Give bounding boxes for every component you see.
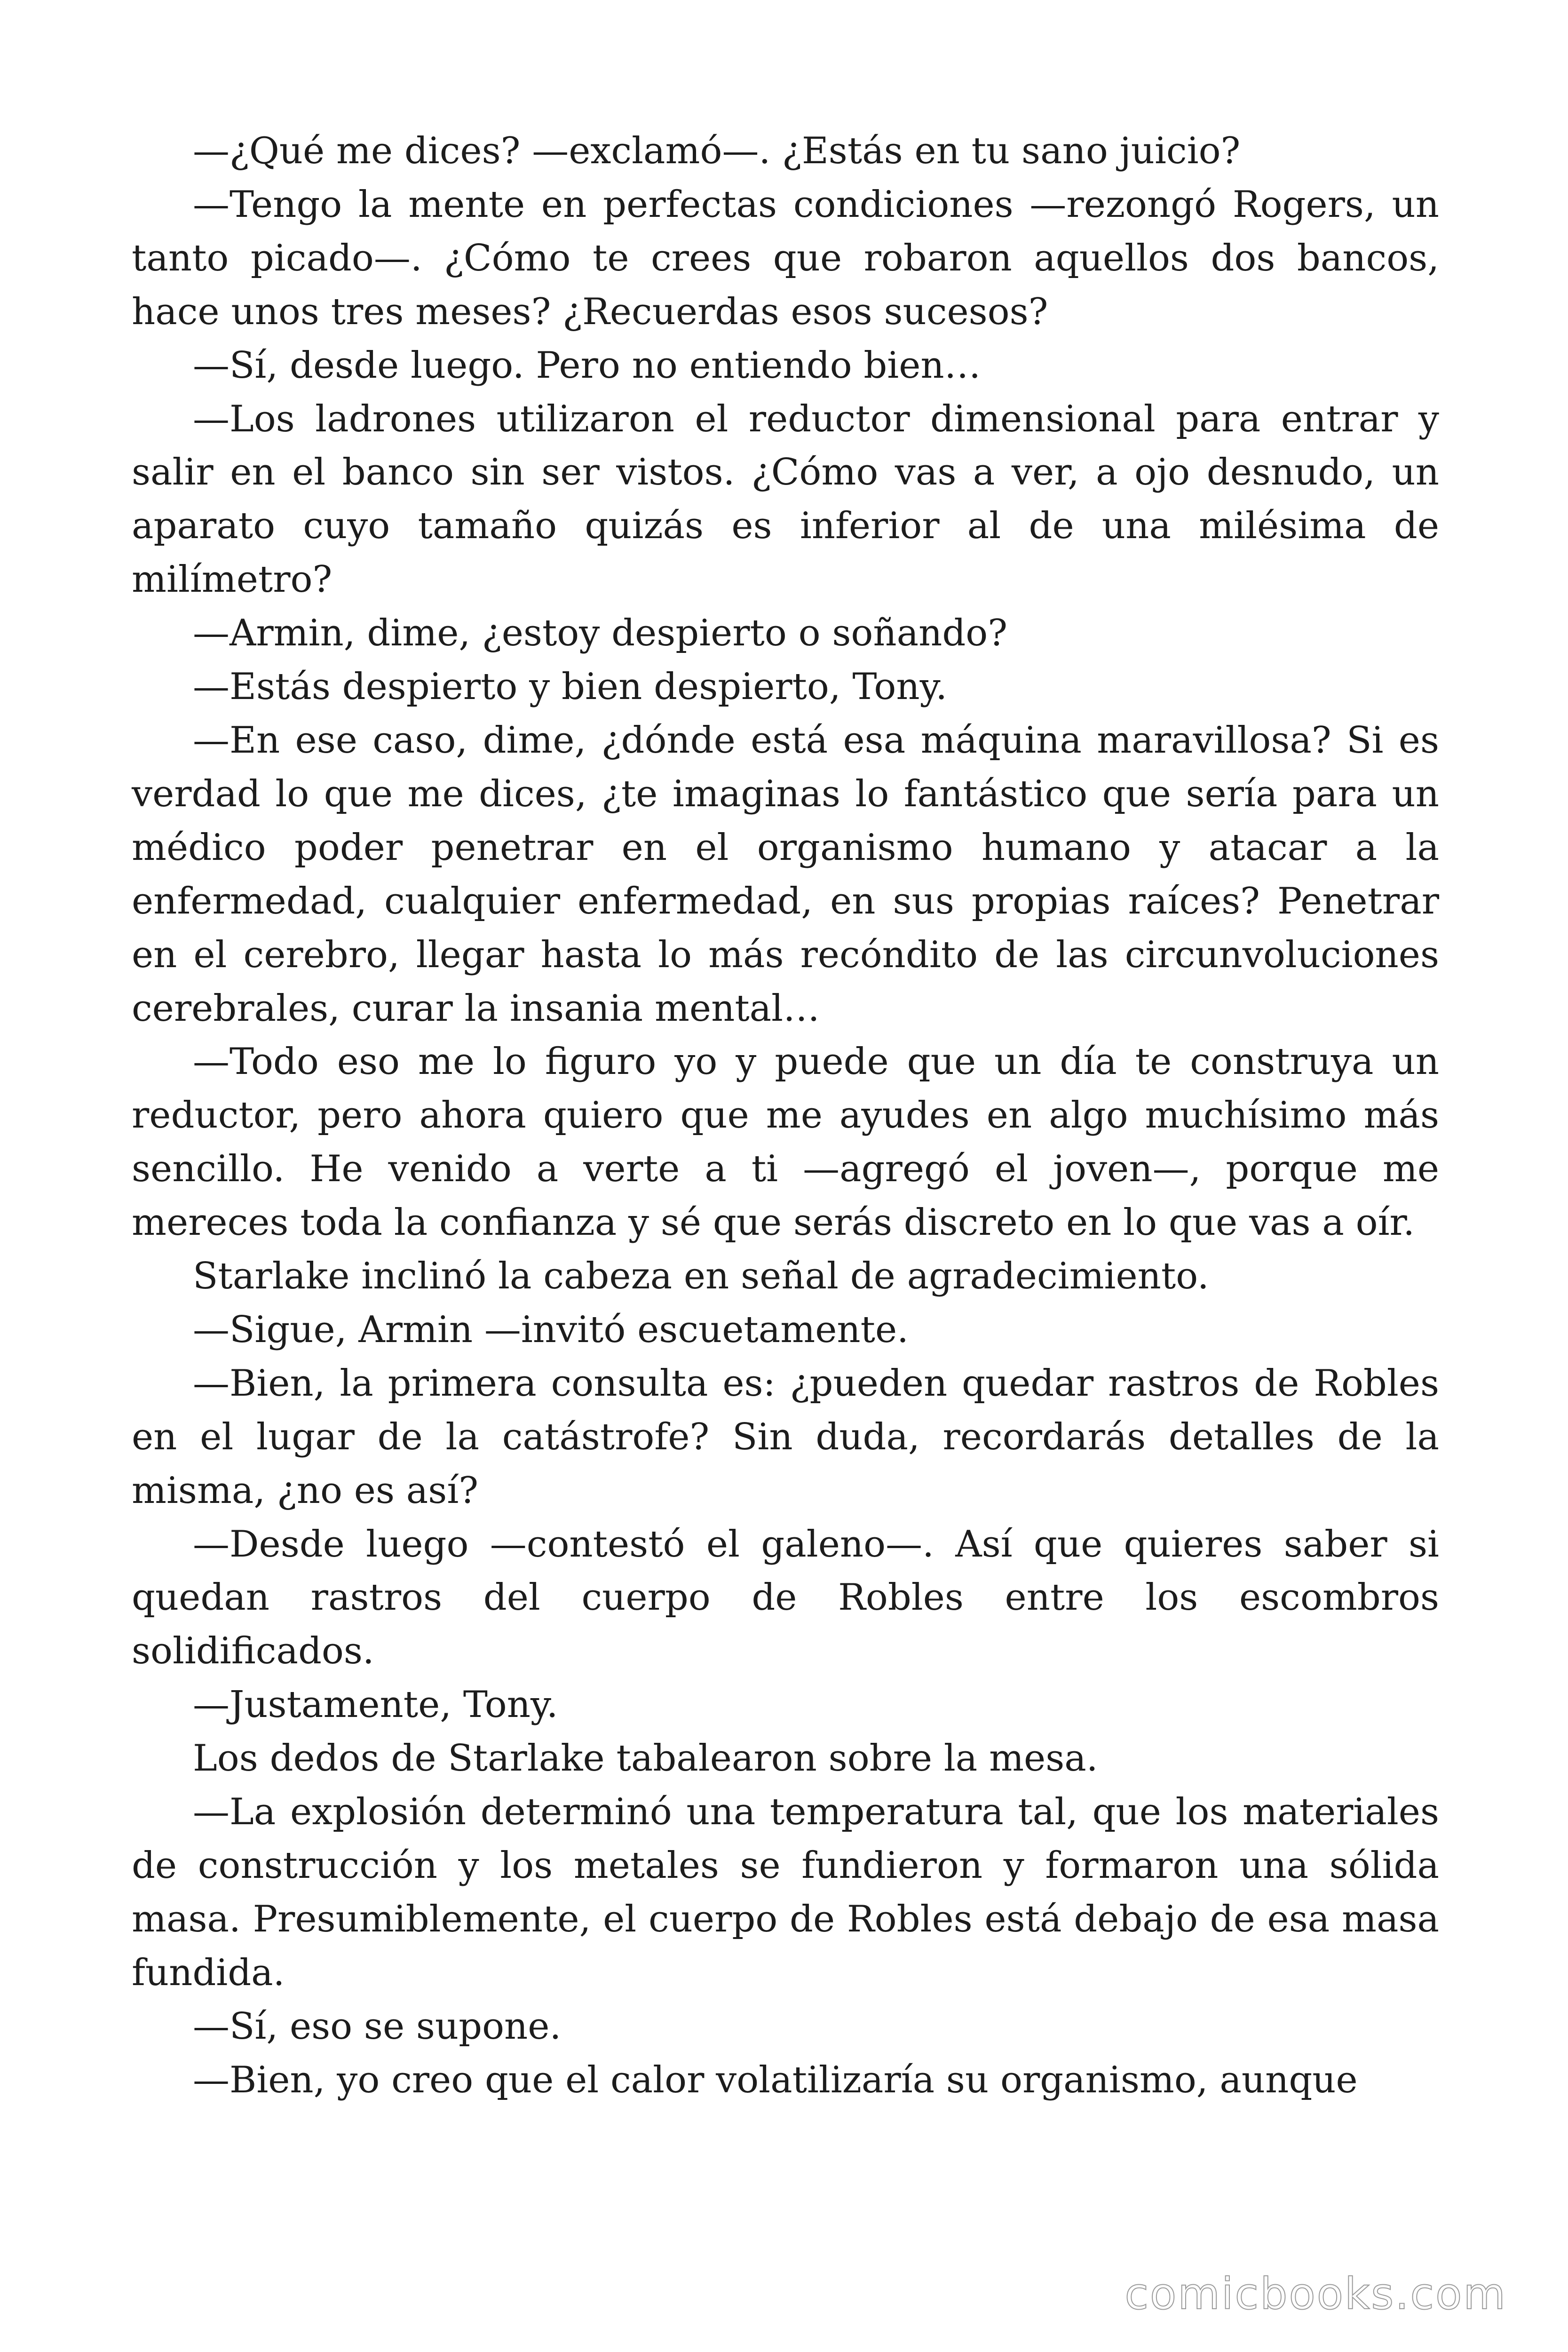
paragraph: —Justamente, Tony. [193, 1684, 558, 1726]
paragraph: —Bien, la primera consulta es: ¿pueden quedar rastros de Robles en el lugar de la catástrofe? Sin duda, recordarás detalles de la misma, ¿no es así? [132, 1362, 1439, 1512]
paragraph: —Desde luego —contestó el galeno—. Así que quieres saber si quedan rastros del cuerpo de Robles entre los escombros solidificados. [132, 1523, 1439, 1673]
paragraph: —¿Qué me dices? —exclamó—. ¿Estás en tu sano juicio? [193, 130, 1241, 172]
page-text [132, 125, 1439, 2107]
paragraph: —Tengo la mente en perfectas condiciones —rezongó Rogers, un tanto picado—. ¿Cómo te crees que robaron aquellos dos bancos, hace unos tres meses? ¿Recuerdas esos sucesos? [132, 183, 1439, 333]
paragraph: —Armin, dime, ¿estoy despierto o soñando? [193, 612, 1008, 655]
paragraph: —Sí, eso se supone. [193, 2005, 562, 2048]
paragraph: —Los ladrones utilizaron el reductor dimensional para entrar y salir en el banco sin ser vistos. ¿Cómo vas a ver, a ojo desnudo, un aparato cuyo tamaño quizás es inferior al de una milésima de milímetro? [132, 397, 1439, 601]
paragraph: —Sí, desde luego. Pero no entiendo bien… [193, 344, 981, 387]
paragraph: —Estás despierto y bien despierto, Tony. [193, 666, 948, 708]
paragraph: —En ese caso, dime, ¿dónde está esa máquina maravillosa? Si es verdad lo que me dices, ¿te imaginas lo fantástico que sería para un médico poder penetrar en el organismo humano y atacar a la enfermedad, cualquier enfermedad, en sus propias raíces? Penetrar en el cerebro, llegar hasta lo más recóndito de las circunvoluciones cerebrales, curar la insania mental… [132, 719, 1439, 1030]
paragraph: —La explosión determinó una temperatura tal, que los materiales de construcción y los metales se fundieron y formaron una sólida masa. Presumiblemente, el cuerpo de Robles está debajo de esa masa fundida. [132, 1791, 1439, 1994]
paragraph: Los dedos de Starlake tabalearon sobre la mesa. [193, 1737, 1098, 1780]
paragraph: —Bien, yo creo que el calor volatilizaría su organismo, aunque [193, 2058, 1358, 2101]
paragraph: —Sigue, Armin —invitó escuetamente. [193, 1308, 909, 1351]
paragraph: —Todo eso me lo figuro yo y puede que un día te construya un reductor, pero ahora quiero que me ayudes en algo muchísimo más sencillo. He venido a verte a ti —agregó el joven—, porque me mereces toda la confianza y sé que serás discreto en lo que vas a oír. [132, 1041, 1439, 1244]
paragraph: Starlake inclinó la cabeza en señal de agradecimiento. [193, 1255, 1209, 1298]
watermark: comicbooks.com [1125, 2269, 1507, 2319]
